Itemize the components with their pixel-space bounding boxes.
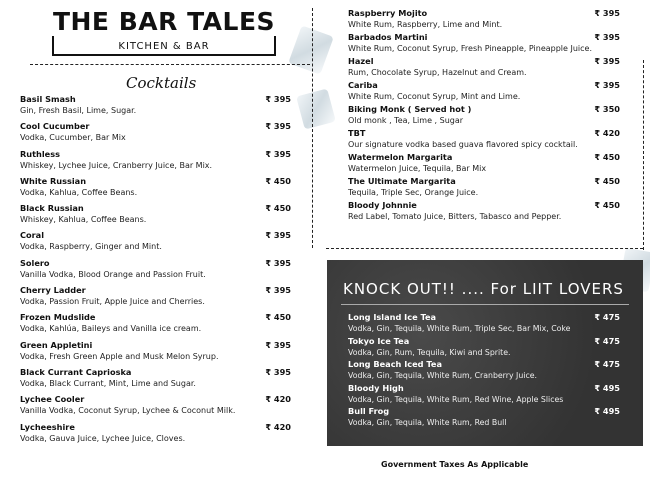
item-price: ₹ 395 [265, 121, 291, 132]
divider [30, 64, 310, 65]
item-name: Ruthless [20, 148, 60, 159]
item-price: ₹ 420 [594, 128, 620, 138]
brand-title: THE BAR TALES [52, 7, 276, 36]
item-description: Vodka, Gin, Tequila, White Rum, Red Bull [348, 418, 507, 427]
item-description: Vodka, Fresh Green Apple and Musk Melon Syrup. [20, 351, 219, 361]
item-description: Watermelon Juice, Tequila, Bar Mix [348, 164, 487, 173]
item-name: Lychee Cooler [20, 394, 85, 405]
item-name: Long Island Ice Tea [348, 312, 437, 322]
item-description: White Rum, Raspberry, Lime and Mint. [348, 20, 503, 29]
item-name: Tokyo Ice Tea [348, 335, 410, 346]
item-price: ₹ 475 [594, 359, 620, 369]
item-description: White Rum, Coconut Syrup, Fresh Pineapple, Pineapple Juice. [348, 44, 592, 53]
item-description: Vodka, Kahlua, Coffee Beans. [20, 187, 138, 197]
item-description: Vodka, Gin, Tequila, White Rum, Red Wine, Apple Slices [348, 394, 564, 404]
item-name: Bloody High [348, 382, 404, 393]
menu-item [20, 258, 295, 285]
menu-item [348, 8, 620, 30]
section-title: Cocktails [126, 74, 197, 92]
ice-cube-image [288, 25, 334, 74]
item-description: Rum, Chocolate Syrup, Hazelnut and Cream. [348, 68, 527, 77]
item-description: Vodka, Gin, Tequila, White Rum, Cranberry Juice. [348, 371, 538, 380]
item-description: Red Label, Tomato Juice, Bitters, Tabasco and Pepper. [348, 212, 562, 221]
item-name: Black Currant Caprioska [20, 366, 132, 377]
item-price: ₹ 450 [594, 152, 620, 162]
knockout-panel [327, 260, 643, 446]
menu-item [20, 367, 295, 394]
menu-item [20, 312, 295, 339]
item-description: Vodka, Gauva Juice, Lychee Juice, Cloves. [20, 433, 186, 443]
cocktail-list-right [348, 8, 620, 224]
item-name: Watermelon Margarita [348, 152, 453, 162]
item-name: Long Beach Iced Tea [348, 359, 442, 369]
menu-item [348, 152, 620, 174]
menu-item [348, 176, 620, 198]
menu-item [348, 56, 620, 78]
item-price: ₹ 395 [265, 94, 291, 104]
menu-item [348, 128, 620, 150]
item-name: TBT [348, 128, 366, 138]
menu-item [348, 406, 620, 430]
item-name: Biking Monk ( Served hot ) [348, 104, 472, 114]
item-description: Whiskey, Lychee Juice, Cranberry Juice, Bar Mix. [20, 160, 213, 170]
ice-cube-image [296, 88, 336, 129]
item-name: Black Russian [20, 203, 84, 214]
menu-item [348, 359, 620, 383]
menu-item [348, 200, 620, 222]
menu-item [20, 285, 295, 312]
menu-item [20, 176, 295, 203]
divider [341, 304, 629, 305]
menu-item [348, 383, 620, 407]
menu-item [348, 80, 620, 102]
menu-item [348, 312, 620, 336]
item-name: Hazel [348, 56, 374, 66]
item-price: ₹ 395 [594, 8, 620, 18]
menu-item [20, 230, 295, 257]
item-price: ₹ 350 [594, 104, 620, 114]
cocktail-list [20, 94, 295, 449]
item-description: Vodka, Gin, Rum, Tequila, Kiwi and Sprite. [348, 347, 511, 357]
item-price: ₹ 495 [594, 406, 620, 416]
item-description: Old monk , Tea, Lime , Sugar [348, 116, 464, 125]
item-name: Green Appletini [20, 339, 93, 350]
brand-logo [52, 8, 276, 58]
menu-item [20, 94, 295, 121]
item-price: ₹ 450 [594, 176, 620, 186]
item-description: Vodka, Passion Fruit, Apple Juice and Cherries. [20, 297, 205, 307]
item-name: The Ultimate Margarita [348, 176, 456, 186]
item-description: Our signature vodka based guava flavored spicy cocktail. [348, 140, 578, 149]
item-price: ₹ 395 [265, 366, 291, 377]
menu-item [20, 203, 295, 230]
item-description: Vodka, Cucumber, Bar Mix [20, 133, 126, 143]
item-name: Bull Frog [348, 406, 390, 416]
item-price: ₹ 475 [594, 335, 620, 346]
menu-item [20, 121, 295, 148]
brand-subtitle: KITCHEN & BAR [118, 41, 210, 52]
item-price: ₹ 395 [594, 56, 620, 66]
item-description: Vodka, Raspberry, Ginger and Mint. [20, 242, 162, 252]
item-price: ₹ 420 [265, 421, 291, 432]
item-price: ₹ 495 [594, 382, 620, 393]
divider [326, 248, 643, 249]
item-description: Gin, Fresh Basil, Lime, Sugar. [20, 106, 137, 115]
menu-item [348, 104, 620, 126]
item-price: ₹ 450 [265, 203, 291, 214]
item-name: White Russian [20, 175, 87, 186]
menu-item [20, 394, 295, 421]
menu-item [20, 149, 295, 176]
item-price: ₹ 395 [265, 230, 291, 241]
item-name: Cherry Ladder [20, 285, 86, 296]
menu-item [20, 422, 295, 449]
item-name: Raspberry Mojito [348, 8, 428, 18]
divider [312, 8, 313, 248]
item-name: Coral [20, 230, 45, 241]
item-name: Cariba [348, 80, 378, 90]
item-description: Whiskey, Kahlua, Coffee Beans. [20, 215, 147, 225]
item-price: ₹ 395 [594, 32, 620, 42]
item-name: Solero [20, 257, 50, 268]
item-name: Frozen Mudslide [20, 312, 96, 323]
item-price: ₹ 395 [265, 257, 291, 268]
menu-item [348, 336, 620, 360]
item-description: White Rum, Coconut Syrup, Mint and Lime. [348, 92, 521, 101]
item-description: Vodka, Black Currant, Mint, Lime and Sugar. [20, 378, 196, 388]
item-name: Bloody Johnnie [348, 200, 417, 210]
item-description: Vanilla Vodka, Coconut Syrup, Lychee & Coconut Milk. [20, 406, 236, 416]
knockout-list [348, 312, 620, 430]
item-price: ₹ 395 [265, 285, 291, 296]
item-name: Cool Cucumber [20, 121, 90, 132]
item-description: Vodka, Gin, Tequila, White Rum, Triple Sec, Bar Mix, Coke [348, 324, 571, 333]
item-price: ₹ 395 [265, 339, 291, 350]
menu-item [20, 340, 295, 367]
item-description: Vanilla Vodka, Blood Orange and Passion Fruit. [20, 269, 206, 279]
knockout-title: KNOCK OUT!! .... For LIIT LOVERS [343, 280, 624, 298]
tax-note: Government Taxes As Applicable [381, 460, 529, 469]
item-price: ₹ 450 [265, 312, 291, 323]
item-price: ₹ 475 [594, 312, 620, 322]
item-price: ₹ 450 [265, 175, 291, 186]
item-price: ₹ 420 [265, 394, 291, 405]
item-description: Tequila, Triple Sec, Orange Juice. [348, 188, 479, 197]
item-name: Lycheeshire [20, 421, 75, 432]
item-price: ₹ 450 [594, 200, 620, 210]
item-name: Barbados Martini [348, 32, 428, 42]
item-name: Basil Smash [20, 94, 76, 104]
menu-item [348, 32, 620, 54]
item-price: ₹ 395 [265, 148, 291, 159]
divider [643, 60, 644, 250]
item-price: ₹ 395 [594, 80, 620, 90]
item-description: Vodka, Kahlúa, Baileys and Vanilla ice cream. [20, 324, 202, 334]
